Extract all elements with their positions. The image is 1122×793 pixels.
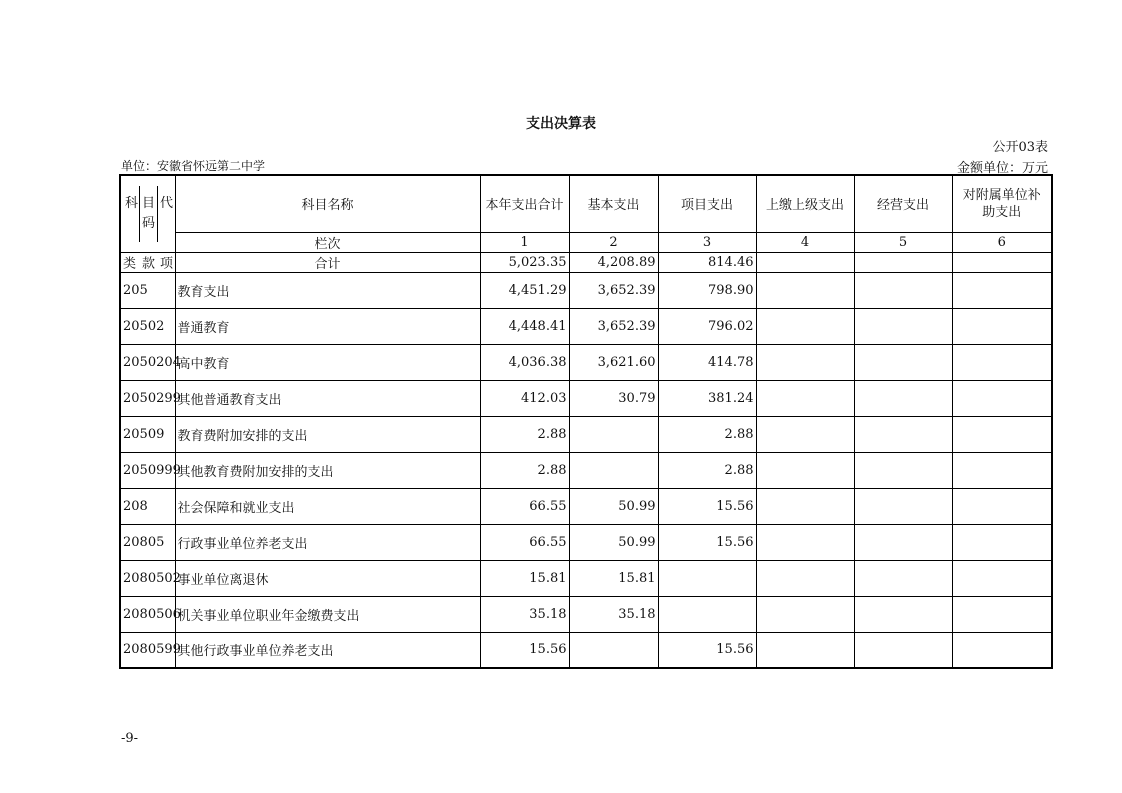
business-cell bbox=[854, 272, 952, 308]
total-cell: 2.88 bbox=[480, 416, 569, 452]
total-cell: 66.55 bbox=[480, 524, 569, 560]
subject-code: 2050299 bbox=[120, 380, 175, 416]
subject-code: 2080502 bbox=[120, 560, 175, 596]
table-row bbox=[120, 344, 1052, 380]
subsidy-cell bbox=[952, 344, 1052, 380]
total-cell: 4,208.89 bbox=[569, 252, 658, 272]
basic-cell: 3,621.60 bbox=[569, 344, 658, 380]
total-cell: 412.03 bbox=[480, 380, 569, 416]
total-cell bbox=[756, 252, 854, 272]
column-number: 4 bbox=[756, 232, 854, 252]
upper-remit-cell bbox=[756, 452, 854, 488]
table-title: 支出决算表 bbox=[526, 116, 596, 132]
header-subject-name: 科目名称 bbox=[175, 175, 480, 232]
table-row bbox=[120, 632, 1052, 668]
subsidy-cell bbox=[952, 416, 1052, 452]
header-business: 经营支出 bbox=[854, 175, 952, 232]
subsidy-cell bbox=[952, 596, 1052, 632]
subject-code: 2050999 bbox=[120, 452, 175, 488]
basic-cell bbox=[569, 632, 658, 668]
total-cell bbox=[854, 252, 952, 272]
subject-code: 20502 bbox=[120, 308, 175, 344]
column-number: 2 bbox=[569, 232, 658, 252]
total-label: 合计 bbox=[175, 252, 480, 272]
subject-code: 2080506 bbox=[120, 596, 175, 632]
subject-name: 其他普通教育支出 bbox=[175, 380, 480, 416]
page-number: -9- bbox=[121, 731, 139, 746]
upper-remit-cell bbox=[756, 560, 854, 596]
subject-name: 社会保障和就业支出 bbox=[175, 488, 480, 524]
column-number: 6 bbox=[952, 232, 1052, 252]
subsidy-cell bbox=[952, 308, 1052, 344]
subject-code-header bbox=[120, 175, 175, 252]
table-row bbox=[120, 380, 1052, 416]
basic-cell: 35.18 bbox=[569, 596, 658, 632]
total-cell: 4,036.38 bbox=[480, 344, 569, 380]
subject-code: 20805 bbox=[120, 524, 175, 560]
business-cell bbox=[854, 308, 952, 344]
project-cell: 414.78 bbox=[658, 344, 756, 380]
subject-name: 教育支出 bbox=[175, 272, 480, 308]
subsidy-cell bbox=[952, 524, 1052, 560]
table-row bbox=[120, 272, 1052, 308]
basic-cell: 15.81 bbox=[569, 560, 658, 596]
project-cell: 15.56 bbox=[658, 524, 756, 560]
upper-remit-cell bbox=[756, 632, 854, 668]
subject-code: 205 bbox=[120, 272, 175, 308]
upper-remit-cell bbox=[756, 488, 854, 524]
business-cell bbox=[854, 596, 952, 632]
business-cell bbox=[854, 452, 952, 488]
table-row bbox=[120, 308, 1052, 344]
business-cell bbox=[854, 416, 952, 452]
total-cell: 15.81 bbox=[480, 560, 569, 596]
subsidy-cell bbox=[952, 488, 1052, 524]
header-subsidy: 对附属单位补助支出 bbox=[952, 175, 1052, 232]
business-cell bbox=[854, 344, 952, 380]
table-row bbox=[120, 452, 1052, 488]
subject-name: 教育费附加安排的支出 bbox=[175, 416, 480, 452]
business-cell bbox=[854, 524, 952, 560]
column-number-label: 栏次 bbox=[175, 232, 480, 252]
total-cell: 814.46 bbox=[658, 252, 756, 272]
project-cell: 2.88 bbox=[658, 452, 756, 488]
subject-name: 事业单位离退休 bbox=[175, 560, 480, 596]
project-cell bbox=[658, 596, 756, 632]
project-cell: 2.88 bbox=[658, 416, 756, 452]
total-cell: 15.56 bbox=[480, 632, 569, 668]
table-row bbox=[120, 416, 1052, 452]
subject-code: 20509 bbox=[120, 416, 175, 452]
header-xiang: 项 bbox=[160, 256, 174, 272]
subject-name: 机关事业单位职业年金缴费支出 bbox=[175, 596, 480, 632]
header-mu: 目 bbox=[142, 195, 156, 211]
project-cell: 796.02 bbox=[658, 308, 756, 344]
basic-cell: 3,652.39 bbox=[569, 272, 658, 308]
expenditure-table bbox=[119, 174, 1053, 669]
project-cell: 15.56 bbox=[658, 488, 756, 524]
table-row bbox=[120, 560, 1052, 596]
subject-name: 行政事业单位养老支出 bbox=[175, 524, 480, 560]
subject-code: 2080599 bbox=[120, 632, 175, 668]
basic-cell: 50.99 bbox=[569, 524, 658, 560]
subsidy-cell bbox=[952, 272, 1052, 308]
total-cell: 66.55 bbox=[480, 488, 569, 524]
upper-remit-cell bbox=[756, 596, 854, 632]
total-cell: 4,448.41 bbox=[480, 308, 569, 344]
upper-remit-cell bbox=[756, 344, 854, 380]
business-cell bbox=[854, 632, 952, 668]
upper-remit-cell bbox=[756, 524, 854, 560]
header-ke: 科 bbox=[125, 195, 139, 211]
basic-cell: 30.79 bbox=[569, 380, 658, 416]
header-project: 项目支出 bbox=[658, 175, 756, 232]
upper-remit-cell bbox=[756, 272, 854, 308]
project-cell: 798.90 bbox=[658, 272, 756, 308]
basic-cell: 50.99 bbox=[569, 488, 658, 524]
column-number: 5 bbox=[854, 232, 952, 252]
total-cell: 5,023.35 bbox=[480, 252, 569, 272]
subsidy-cell bbox=[952, 560, 1052, 596]
subsidy-cell bbox=[952, 452, 1052, 488]
header-kuan: 款 bbox=[142, 256, 156, 272]
project-cell bbox=[658, 560, 756, 596]
basic-cell bbox=[569, 452, 658, 488]
business-cell bbox=[854, 380, 952, 416]
header-lei: 类 bbox=[123, 256, 137, 272]
subject-code: 2050204 bbox=[120, 344, 175, 380]
subject-name: 普通教育 bbox=[175, 308, 480, 344]
category-header bbox=[120, 252, 175, 272]
column-number: 1 bbox=[480, 232, 569, 252]
upper-remit-cell bbox=[756, 308, 854, 344]
upper-remit-cell bbox=[756, 380, 854, 416]
basic-cell: 3,652.39 bbox=[569, 308, 658, 344]
business-cell bbox=[854, 560, 952, 596]
form-number: 公开03表 bbox=[992, 140, 1048, 155]
table-row bbox=[120, 524, 1052, 560]
total-cell: 2.88 bbox=[480, 452, 569, 488]
table-row bbox=[120, 596, 1052, 632]
header-upper-remit: 上缴上级支出 bbox=[756, 175, 854, 232]
column-number: 3 bbox=[658, 232, 756, 252]
total-cell: 35.18 bbox=[480, 596, 569, 632]
reporting-unit: 单位：安徽省怀远第二中学 bbox=[121, 159, 266, 173]
project-cell: 381.24 bbox=[658, 380, 756, 416]
header-total: 本年支出合计 bbox=[480, 175, 569, 232]
subject-name: 高中教育 bbox=[175, 344, 480, 380]
header-basic: 基本支出 bbox=[569, 175, 658, 232]
table-row bbox=[120, 488, 1052, 524]
header-dai: 代 bbox=[160, 195, 174, 211]
header-ma: 码 bbox=[142, 215, 156, 231]
basic-cell bbox=[569, 416, 658, 452]
subject-name: 其他行政事业单位养老支出 bbox=[175, 632, 480, 668]
subsidy-cell bbox=[952, 632, 1052, 668]
amount-unit: 金额单位：万元 bbox=[956, 161, 1048, 176]
subsidy-cell bbox=[952, 380, 1052, 416]
project-cell: 15.56 bbox=[658, 632, 756, 668]
total-cell: 4,451.29 bbox=[480, 272, 569, 308]
upper-remit-cell bbox=[756, 416, 854, 452]
subject-code: 208 bbox=[120, 488, 175, 524]
business-cell bbox=[854, 488, 952, 524]
total-cell bbox=[952, 252, 1052, 272]
subject-name: 其他教育费附加安排的支出 bbox=[175, 452, 480, 488]
